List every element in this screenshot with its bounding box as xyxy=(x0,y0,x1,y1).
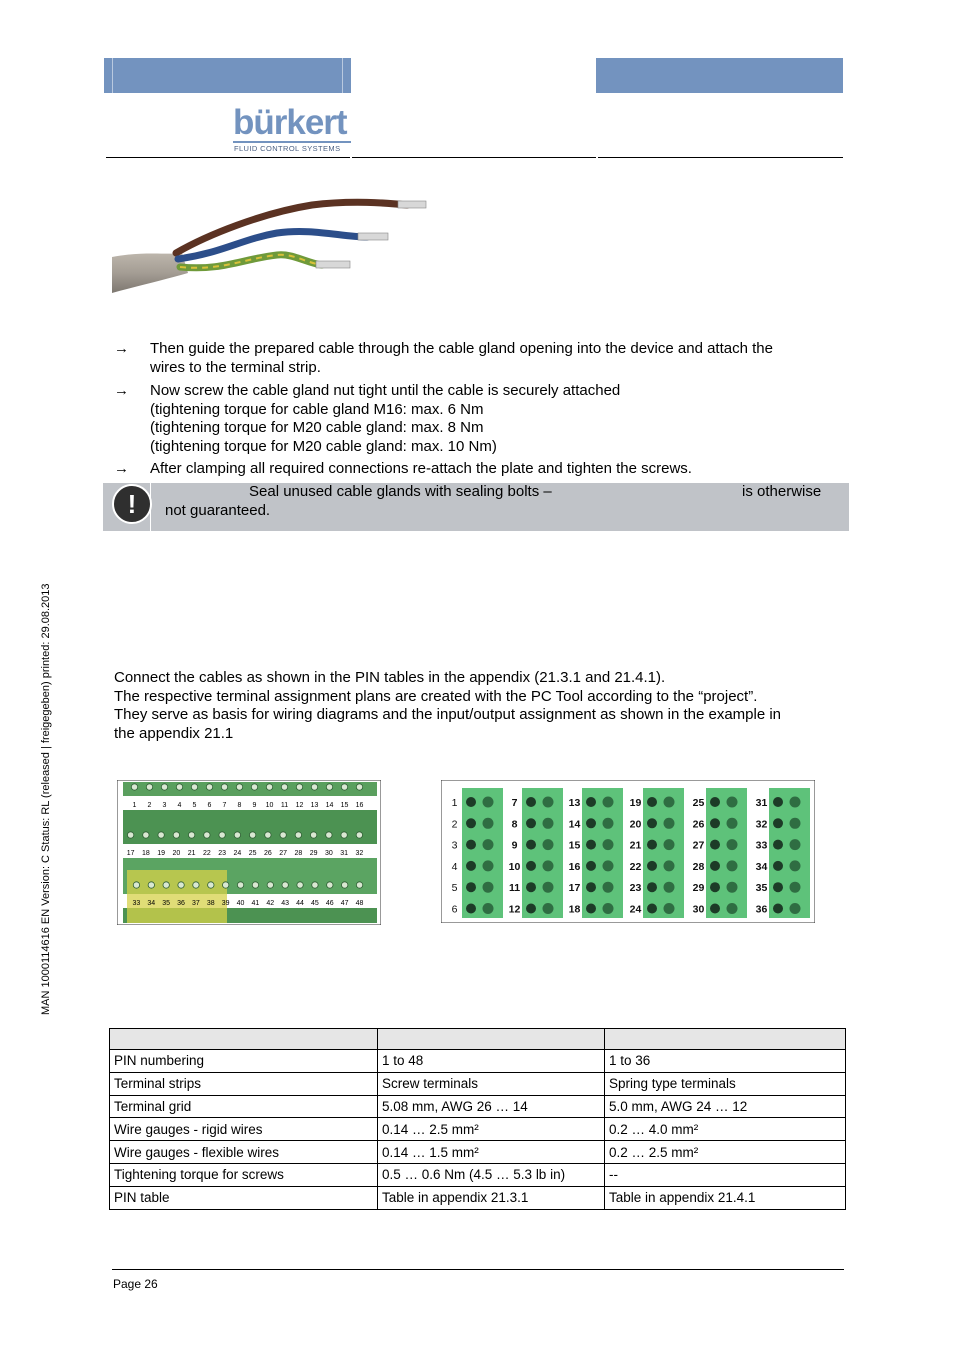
pin-label: 5 xyxy=(451,882,458,895)
screw-icon xyxy=(310,832,316,838)
screw-icon xyxy=(280,832,286,838)
cable-photo xyxy=(112,195,432,300)
screw-icon xyxy=(188,832,194,838)
pin-label: 39 xyxy=(221,900,230,907)
pin-label: 34 xyxy=(755,860,768,873)
table-cell: 1 to 36 xyxy=(605,1050,846,1073)
spring-hole-icon xyxy=(586,818,596,828)
spring-hole-icon xyxy=(466,797,476,807)
screw-icon xyxy=(326,784,332,790)
screw-terminal-photo xyxy=(117,780,381,925)
table-header-cell xyxy=(110,1029,378,1050)
spring-hole-icon xyxy=(466,904,476,914)
spring-hole-icon xyxy=(773,797,783,807)
pin-label: 31 xyxy=(755,797,768,809)
spring-hole-icon xyxy=(586,882,596,892)
screw-icon xyxy=(237,882,243,888)
spring-hole-icon xyxy=(790,839,801,850)
pin-label: 7 xyxy=(511,797,518,809)
screw-icon xyxy=(206,784,212,790)
screw-icon xyxy=(327,882,333,888)
spring-hole-icon xyxy=(483,797,494,808)
table-cell: Table in appendix 21.4.1 xyxy=(605,1186,846,1209)
paragraph-line: Connect the cables as shown in the PIN tables in the appendix (21.3.1 and 21.4.1). xyxy=(114,669,666,686)
pin-label: 1 xyxy=(132,802,137,809)
bullet-arrow: → xyxy=(114,382,129,399)
pin-label: 29 xyxy=(309,850,318,857)
pin-label: 19 xyxy=(629,797,642,809)
pin-label: 21 xyxy=(629,839,642,852)
spring-hole-icon xyxy=(727,860,738,871)
spring-hole-icon xyxy=(466,861,476,871)
pin-label: 29 xyxy=(692,882,705,895)
pin-label: 3 xyxy=(451,839,458,852)
screw-icon xyxy=(173,832,179,838)
screw-icon xyxy=(146,784,152,790)
header-rule xyxy=(106,157,843,158)
screw-icon xyxy=(193,882,199,888)
screw-icon xyxy=(297,882,303,888)
spring-hole-icon xyxy=(710,882,720,892)
pin-label: 23 xyxy=(629,882,642,895)
table-cell: PIN table xyxy=(110,1186,378,1209)
screw-icon xyxy=(219,832,225,838)
pin-label: 11 xyxy=(508,882,521,895)
screw-icon xyxy=(311,784,317,790)
screw-icon xyxy=(133,882,139,888)
spring-hole-icon xyxy=(727,839,738,850)
table-cell: PIN numbering xyxy=(110,1050,378,1073)
spring-hole-icon xyxy=(543,797,554,808)
screw-icon xyxy=(148,882,154,888)
spring-hole-icon xyxy=(664,882,675,893)
spring-hole-icon xyxy=(526,861,536,871)
pin-label: 28 xyxy=(692,860,705,873)
spring-hole-icon xyxy=(773,861,783,871)
pin-label: 36 xyxy=(755,903,768,916)
screw-icon xyxy=(204,832,210,838)
spring-hole-icon xyxy=(483,882,494,893)
table-header-cell xyxy=(378,1029,605,1050)
bullet-text xyxy=(150,340,773,377)
table-cell: 1 to 48 xyxy=(378,1050,605,1073)
table-cell: -- xyxy=(605,1163,846,1186)
pin-label: 10 xyxy=(265,802,274,809)
paragraph-line: The respective terminal assignment plans are created with the PC Tool according to the “project”. xyxy=(114,687,758,705)
spring-hole-icon xyxy=(710,818,720,828)
pin-label: 3 xyxy=(162,802,167,809)
pin-label: 46 xyxy=(325,900,334,907)
pin-label: 21 xyxy=(187,850,196,857)
header-bar-right xyxy=(596,58,843,93)
spring-hole-icon xyxy=(483,839,494,850)
screw-icon xyxy=(326,832,332,838)
header-rule-gap xyxy=(350,155,352,160)
spring-hole-icon xyxy=(603,797,614,808)
spring-hole-icon xyxy=(664,818,675,829)
spring-hole-icon xyxy=(543,860,554,871)
note-text-3: not guaranteed. xyxy=(165,502,271,519)
spring-hole-icon xyxy=(790,797,801,808)
brand-logo: bürkert xyxy=(233,103,347,142)
table-header-row xyxy=(110,1029,846,1050)
pin-label: 36 xyxy=(177,900,185,907)
pin-label: 45 xyxy=(311,900,319,907)
pin-label: 13 xyxy=(568,797,581,809)
bullet-arrow: → xyxy=(114,460,129,477)
spring-hole-icon xyxy=(543,903,554,914)
pin-label: 18 xyxy=(568,903,581,916)
table-row xyxy=(110,1163,846,1186)
table-cell: Screw terminals xyxy=(378,1072,605,1095)
spring-hole-icon xyxy=(790,903,801,914)
pin-label: 24 xyxy=(629,903,642,916)
spring-hole-icon xyxy=(790,882,801,893)
screw-icon xyxy=(251,784,257,790)
pin-label: 31 xyxy=(340,850,349,857)
table-cell: Wire gauges - rigid wires xyxy=(110,1118,378,1141)
pin-label: 15 xyxy=(340,802,349,809)
pin-label: 20 xyxy=(629,818,642,831)
screw-icon xyxy=(178,882,184,888)
paragraph-line: the appendix 21.1 xyxy=(114,724,234,742)
spring-hole-icon xyxy=(466,882,476,892)
bullet-line: wires to the terminal strip. xyxy=(150,358,321,376)
spring-hole-icon xyxy=(790,860,801,871)
pin-label: 20 xyxy=(172,850,181,857)
table-cell: 5.08 mm, AWG 26 … 14 xyxy=(378,1095,605,1118)
spring-hole-icon xyxy=(647,797,657,807)
pin-label: 19 xyxy=(157,850,166,857)
table-cell: Terminal strips xyxy=(110,1072,378,1095)
spring-hole-icon xyxy=(773,840,783,850)
pin-label: 16 xyxy=(355,802,364,809)
pin-label: 5 xyxy=(192,802,197,809)
screw-icon xyxy=(143,832,149,838)
screw-icon xyxy=(127,832,133,838)
brand-tagline: FLUID CONTROL SYSTEMS xyxy=(234,144,341,153)
pin-label: 32 xyxy=(755,818,768,831)
table-cell: 0.14 … 1.5 mm² xyxy=(378,1141,605,1164)
pin-label: 12 xyxy=(295,802,304,809)
header-bar-left-edge xyxy=(342,58,343,93)
pin-label: 44 xyxy=(296,900,304,907)
screw-icon xyxy=(236,784,242,790)
pin-label: 43 xyxy=(281,900,290,907)
header-rule-gap xyxy=(596,155,598,160)
spring-hole-icon xyxy=(773,818,783,828)
pin-label: 17 xyxy=(568,882,581,895)
pin-label: 37 xyxy=(192,900,200,907)
spring-hole-icon xyxy=(664,797,675,808)
spring-hole-icon xyxy=(710,797,720,807)
screw-icon xyxy=(252,882,258,888)
table-cell: 0.5 … 0.6 Nm (4.5 … 5.3 lb in) xyxy=(378,1163,605,1186)
spring-hole-icon xyxy=(727,882,738,893)
pin-label: 42 xyxy=(266,900,275,907)
table-row xyxy=(110,1072,846,1095)
note-icon-cell xyxy=(103,483,151,531)
note-text-1: Seal unused cable glands with sealing bolts – xyxy=(249,483,552,500)
spring-hole-icon xyxy=(526,818,536,828)
spring-hole-icon xyxy=(526,840,536,850)
spring-hole-icon xyxy=(664,903,675,914)
table-cell: Spring type terminals xyxy=(605,1072,846,1095)
spring-hole-icon xyxy=(603,818,614,829)
spring-hole-icon xyxy=(773,882,783,892)
pin-label: 7 xyxy=(222,802,227,809)
bullet-line: (tightening torque for M20 cable gland: max. 8 Nm xyxy=(150,419,484,436)
spring-hole-icon xyxy=(727,797,738,808)
screw-icon xyxy=(249,832,255,838)
screw-icon xyxy=(356,832,362,838)
screw-icon xyxy=(267,882,273,888)
screw-icon xyxy=(221,784,227,790)
pin-label: 38 xyxy=(206,900,215,907)
pin-label: 14 xyxy=(568,818,581,831)
spring-hole-icon xyxy=(647,882,657,892)
spring-hole-icon xyxy=(526,904,536,914)
spring-hole-icon xyxy=(710,840,720,850)
screw-icon xyxy=(341,784,347,790)
pin-label: 33 xyxy=(755,839,768,852)
pin-label: 27 xyxy=(279,850,288,857)
pin-label: 33 xyxy=(132,900,141,907)
header-bar-left-edge xyxy=(112,58,113,93)
table-row xyxy=(110,1186,846,1209)
spring-hole-icon xyxy=(603,860,614,871)
pin-label: 15 xyxy=(568,839,581,852)
pin-label: 4 xyxy=(451,860,458,873)
pin-label: 35 xyxy=(755,882,768,895)
pin-label: 13 xyxy=(310,802,319,809)
spring-hole-icon xyxy=(543,839,554,850)
table-cell: 0.2 … 2.5 mm² xyxy=(605,1141,846,1164)
bullet-line: (tightening torque for M20 cable gland: max. 10 Nm) xyxy=(150,437,497,455)
page-number: Page 26 xyxy=(113,1277,158,1291)
note-text-2: is otherwise xyxy=(742,483,822,500)
screw-icon xyxy=(265,832,271,838)
bullet-line: (tightening torque for cable gland M16: max. 6 Nm xyxy=(150,400,484,418)
pin-label: 35 xyxy=(162,900,171,907)
paragraph-line: They serve as basis for wiring diagrams and the input/output assignment as shown in the example in xyxy=(114,706,782,723)
pin-label: 25 xyxy=(692,797,705,809)
pin-label: 25 xyxy=(248,850,257,857)
note-box xyxy=(103,483,849,531)
table-cell: Terminal grid xyxy=(110,1095,378,1118)
pin-label: 10 xyxy=(508,860,521,873)
pin-label: 6 xyxy=(451,903,458,916)
screw-icon xyxy=(341,882,347,888)
screw-icon xyxy=(312,882,318,888)
spring-hole-icon xyxy=(483,860,494,871)
table-header-cell xyxy=(605,1029,846,1050)
pin-label: 9 xyxy=(252,802,257,809)
pin-label: 16 xyxy=(568,860,581,873)
pin-label: 22 xyxy=(202,850,211,857)
pin-label: 32 xyxy=(355,850,364,857)
spring-hole-icon xyxy=(664,860,675,871)
screw-icon xyxy=(176,784,182,790)
spring-hole-icon xyxy=(466,840,476,850)
table-cell: 0.2 … 4.0 mm² xyxy=(605,1118,846,1141)
spring-hole-icon xyxy=(586,861,596,871)
spring-hole-icon xyxy=(603,882,614,893)
bullet-text xyxy=(150,382,620,456)
spring-hole-icon xyxy=(526,882,536,892)
spring-terminal-photo xyxy=(441,780,815,923)
pin-label: 9 xyxy=(511,839,518,852)
bullet-arrow: → xyxy=(114,340,129,357)
pin-label: 4 xyxy=(177,802,182,809)
table-row xyxy=(110,1095,846,1118)
pin-label: 6 xyxy=(207,802,212,809)
spring-hole-icon xyxy=(773,904,783,914)
spring-hole-icon xyxy=(664,839,675,850)
pin-label: 12 xyxy=(508,903,521,916)
table-row xyxy=(110,1050,846,1073)
screw-icon xyxy=(281,784,287,790)
pin-label: 26 xyxy=(692,818,705,831)
screw-icon xyxy=(234,832,240,838)
terminal-spec-table xyxy=(109,1028,846,1210)
pin-label: 14 xyxy=(325,802,334,809)
table-cell: Tightening torque for screws xyxy=(110,1163,378,1186)
spring-hole-icon xyxy=(586,797,596,807)
pin-label: 30 xyxy=(692,903,705,916)
spring-hole-icon xyxy=(647,840,657,850)
screw-icon xyxy=(131,784,137,790)
pin-label: 27 xyxy=(692,839,705,852)
bullet-text xyxy=(150,460,692,479)
screw-icon xyxy=(296,784,302,790)
header-bar-left xyxy=(104,58,351,93)
table-cell: 5.0 mm, AWG 24 … 12 xyxy=(605,1095,846,1118)
screw-icon xyxy=(356,784,362,790)
document-status-text: MAN 1000114616 EN Version: C Status: RL (released | freigegeben) printed: 29.08.2013 xyxy=(40,583,52,1015)
bullet-line: Now screw the cable gland nut tight until the cable is securely attached xyxy=(150,382,621,399)
spring-hole-icon xyxy=(647,861,657,871)
table-cell: Wire gauges - flexible wires xyxy=(110,1141,378,1164)
spring-hole-icon xyxy=(586,904,596,914)
table-row xyxy=(110,1141,846,1164)
pin-label: 2 xyxy=(147,802,152,809)
spring-hole-icon xyxy=(603,903,614,914)
table-row xyxy=(110,1118,846,1141)
spring-hole-icon xyxy=(603,839,614,850)
pin-label: 26 xyxy=(263,850,272,857)
pin-label: 30 xyxy=(324,850,333,857)
footer-rule xyxy=(112,1269,844,1270)
pin-label: 11 xyxy=(280,802,289,809)
screw-icon xyxy=(282,882,288,888)
connection-paragraph xyxy=(114,669,781,743)
screw-icon xyxy=(191,784,197,790)
screw-icon xyxy=(158,832,164,838)
pin-label: 47 xyxy=(340,900,349,907)
spring-hole-icon xyxy=(790,818,801,829)
screw-icon xyxy=(222,882,228,888)
screw-icon xyxy=(341,832,347,838)
screw-icon xyxy=(356,882,362,888)
pin-label: 8 xyxy=(511,818,518,831)
spring-hole-icon xyxy=(710,861,720,871)
spring-hole-icon xyxy=(586,840,596,850)
pin-label: 41 xyxy=(251,900,260,907)
spring-hole-icon xyxy=(727,903,738,914)
spring-hole-icon xyxy=(483,903,494,914)
spring-hole-icon xyxy=(543,818,554,829)
spring-hole-icon xyxy=(543,882,554,893)
screw-icon xyxy=(295,832,301,838)
screw-icon xyxy=(208,882,214,888)
exclamation-icon: ! xyxy=(112,484,152,524)
pin-label: 8 xyxy=(237,802,242,809)
pin-label: 1 xyxy=(451,797,458,809)
screw-icon xyxy=(266,784,272,790)
pin-label: 23 xyxy=(218,850,227,857)
pin-label: 48 xyxy=(355,900,364,907)
pin-label: 28 xyxy=(294,850,303,857)
bullet-line: After clamping all required connections re-attach the plate and tighten the screws. xyxy=(150,460,692,477)
screw-icon xyxy=(163,882,169,888)
pin-label: 17 xyxy=(126,850,135,857)
pin-label: 22 xyxy=(629,860,642,873)
spring-hole-icon xyxy=(710,904,720,914)
pin-label: 24 xyxy=(233,850,242,857)
bullet-line: Then guide the prepared cable through the cable gland opening into the device and attach the xyxy=(150,340,773,357)
table-cell: Table in appendix 21.3.1 xyxy=(378,1186,605,1209)
spring-hole-icon xyxy=(727,818,738,829)
spring-hole-icon xyxy=(647,818,657,828)
spring-hole-icon xyxy=(647,904,657,914)
pin-label: 40 xyxy=(236,900,245,907)
pin-label: 2 xyxy=(451,818,458,831)
screw-icon xyxy=(161,784,167,790)
pin-label: 18 xyxy=(141,850,150,857)
spring-hole-icon xyxy=(526,797,536,807)
spring-hole-icon xyxy=(483,818,494,829)
pin-label: 34 xyxy=(147,900,156,907)
spring-hole-icon xyxy=(466,818,476,828)
table-cell: 0.14 … 2.5 mm² xyxy=(378,1118,605,1141)
